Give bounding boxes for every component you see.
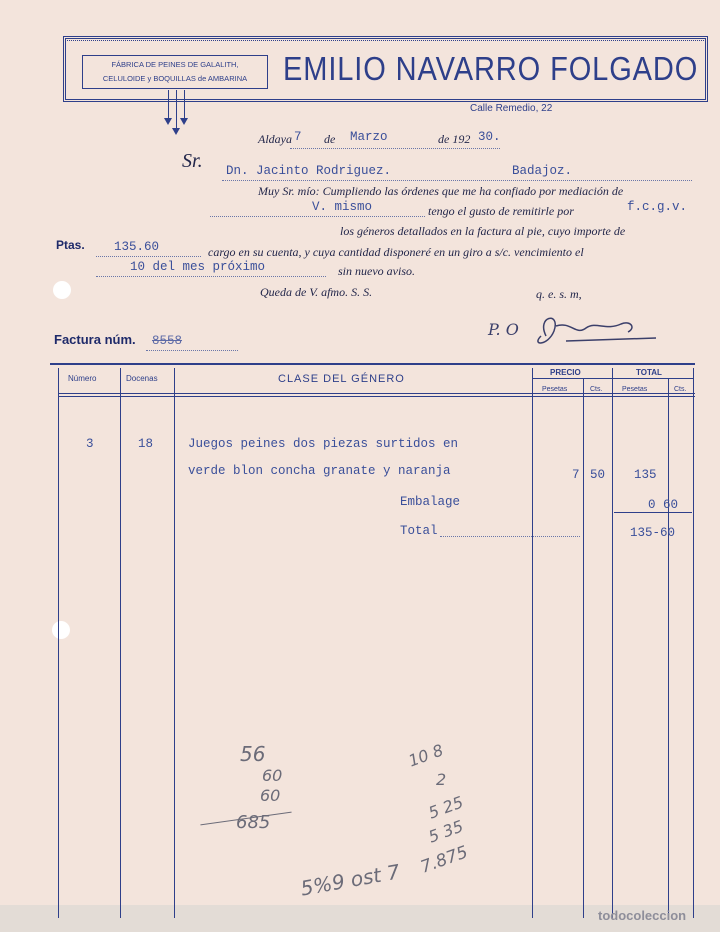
body-due: 10 del mes próximo: [130, 260, 266, 274]
table-header-rule: [58, 393, 695, 394]
arrow-head-2: [172, 128, 180, 135]
arrow-line-2: [176, 90, 177, 130]
row2-price-ptas: 7: [572, 468, 580, 482]
body-transport: f.c.g.v.: [627, 200, 688, 214]
col-precio: PRECIO: [550, 368, 581, 377]
recipient-dots: [222, 180, 692, 181]
due-dots: [96, 276, 326, 277]
factura-dots: [146, 350, 238, 351]
table-header-rule-2: [58, 396, 695, 397]
table-col-line-5: [612, 368, 613, 918]
body-line5: sin nuevo aviso.: [338, 264, 415, 278]
precio-subrule: [532, 378, 612, 379]
date-year: 30.: [478, 130, 501, 144]
pencil-bottom: 5%9 ost 7: [298, 859, 402, 901]
total-subrule: [612, 378, 693, 379]
date-day: 7: [294, 130, 302, 144]
table-col-line-3: [532, 368, 533, 918]
amount-dots: [96, 256, 201, 257]
recipient-city: Badajoz.: [512, 164, 573, 178]
company-address: Calle Remedio, 22: [470, 103, 553, 114]
row1-numero: 3: [86, 437, 94, 451]
col-total: TOTAL: [636, 368, 662, 377]
pencil-col1-c: 60: [260, 786, 281, 805]
letterhead-product-box: [82, 55, 268, 89]
date-de2: de 192: [438, 132, 471, 146]
row1-docenas: 18: [138, 437, 154, 451]
row2-desc: verde blon concha granate y naranja: [188, 464, 451, 478]
factura-number: 8558: [152, 334, 183, 348]
table-col-line-6: [668, 378, 669, 918]
col-pesetas-1: Pesetas: [542, 386, 568, 393]
signature-scribble: [526, 306, 666, 356]
row4-total: 135-60: [630, 526, 676, 540]
row1-desc: Juegos peines dos piezas surtidos en: [188, 437, 459, 451]
pencil-col2-e: 7.875: [418, 842, 471, 878]
recipient-sr: Sr.: [182, 150, 203, 172]
col-cts-1: Cts.: [590, 386, 603, 393]
body-line3: los géneros detallados en la factura al pie, cuyo importe de: [340, 224, 626, 238]
arrow-head-1: [164, 118, 172, 125]
body-closing: Queda de V. afmo. S. S.: [260, 285, 373, 299]
date-place: Aldaya: [258, 132, 292, 146]
arrow-line-3: [184, 90, 185, 120]
pencil-col1-d: 685: [236, 812, 271, 833]
col-docenas: Docenas: [126, 374, 158, 383]
col-clase: CLASE DEL GÉNERO: [278, 373, 405, 385]
table-right-line: [693, 368, 694, 918]
pencil-col1-a: 56: [240, 742, 266, 766]
table-left-line: [58, 368, 59, 918]
total-dots: [440, 536, 580, 537]
letterhead-line2: CELULOIDE y BOQUILLAS de AMBARINA: [102, 74, 248, 83]
pencil-col2-c: 5 25: [425, 792, 466, 823]
signature-po: P. O: [488, 320, 519, 339]
pencil-col2-d: 5 35: [425, 816, 466, 847]
table-col-line-2: [174, 368, 175, 918]
row4-desc: Total: [400, 524, 438, 538]
row3-desc: Embalage: [400, 495, 461, 509]
row2-price-cts: 50: [590, 468, 606, 482]
body-amount: 135.60: [114, 240, 160, 254]
table-col-line-4: [583, 378, 584, 918]
punch-hole-top: [53, 281, 71, 299]
table-col-line-1: [120, 368, 121, 918]
arrow-head-3: [180, 118, 188, 125]
body-qesm: q. e. s. m,: [536, 287, 582, 301]
arrow-line-1: [168, 90, 169, 120]
date-dots: [290, 148, 500, 149]
recipient-name: Dn. Jacinto Rodriguez.: [226, 164, 392, 178]
col-cts-2: Cts.: [674, 386, 687, 393]
date-de1: de: [324, 132, 336, 146]
body-via: V. mismo: [312, 200, 373, 214]
ptas-label: Ptas.: [56, 238, 85, 252]
col-pesetas-2: Pesetas: [622, 386, 648, 393]
total-divider: [614, 512, 692, 513]
letterhead-line1: FÁBRICA DE PEINES DE GALALITH,: [111, 60, 239, 69]
row3-total: 0 60: [648, 498, 679, 512]
factura-label: Factura núm.: [54, 332, 136, 347]
date-month: Marzo: [350, 130, 388, 144]
company-name: EMILIO NAVARRO FOLGADO: [283, 50, 699, 87]
body-line2: tengo el gusto de remitirle por: [428, 204, 574, 218]
body-via-dots: [210, 216, 425, 217]
watermark: todocoleccion: [598, 908, 687, 923]
col-numero: Número: [68, 374, 97, 383]
body-line1: Muy Sr. mío: Cumpliendo las órdenes que me ha confiado por mediación de: [258, 184, 624, 198]
pencil-col2-b: 2: [436, 770, 447, 789]
row2-total: 135: [634, 468, 657, 482]
pencil-col1-b: 60: [262, 766, 283, 785]
pencil-col2-a: 10 8: [405, 740, 446, 771]
body-line4: cargo en su cuenta, y cuya cantidad disponeré en un giro a s/c. vencimiento el: [208, 245, 584, 259]
